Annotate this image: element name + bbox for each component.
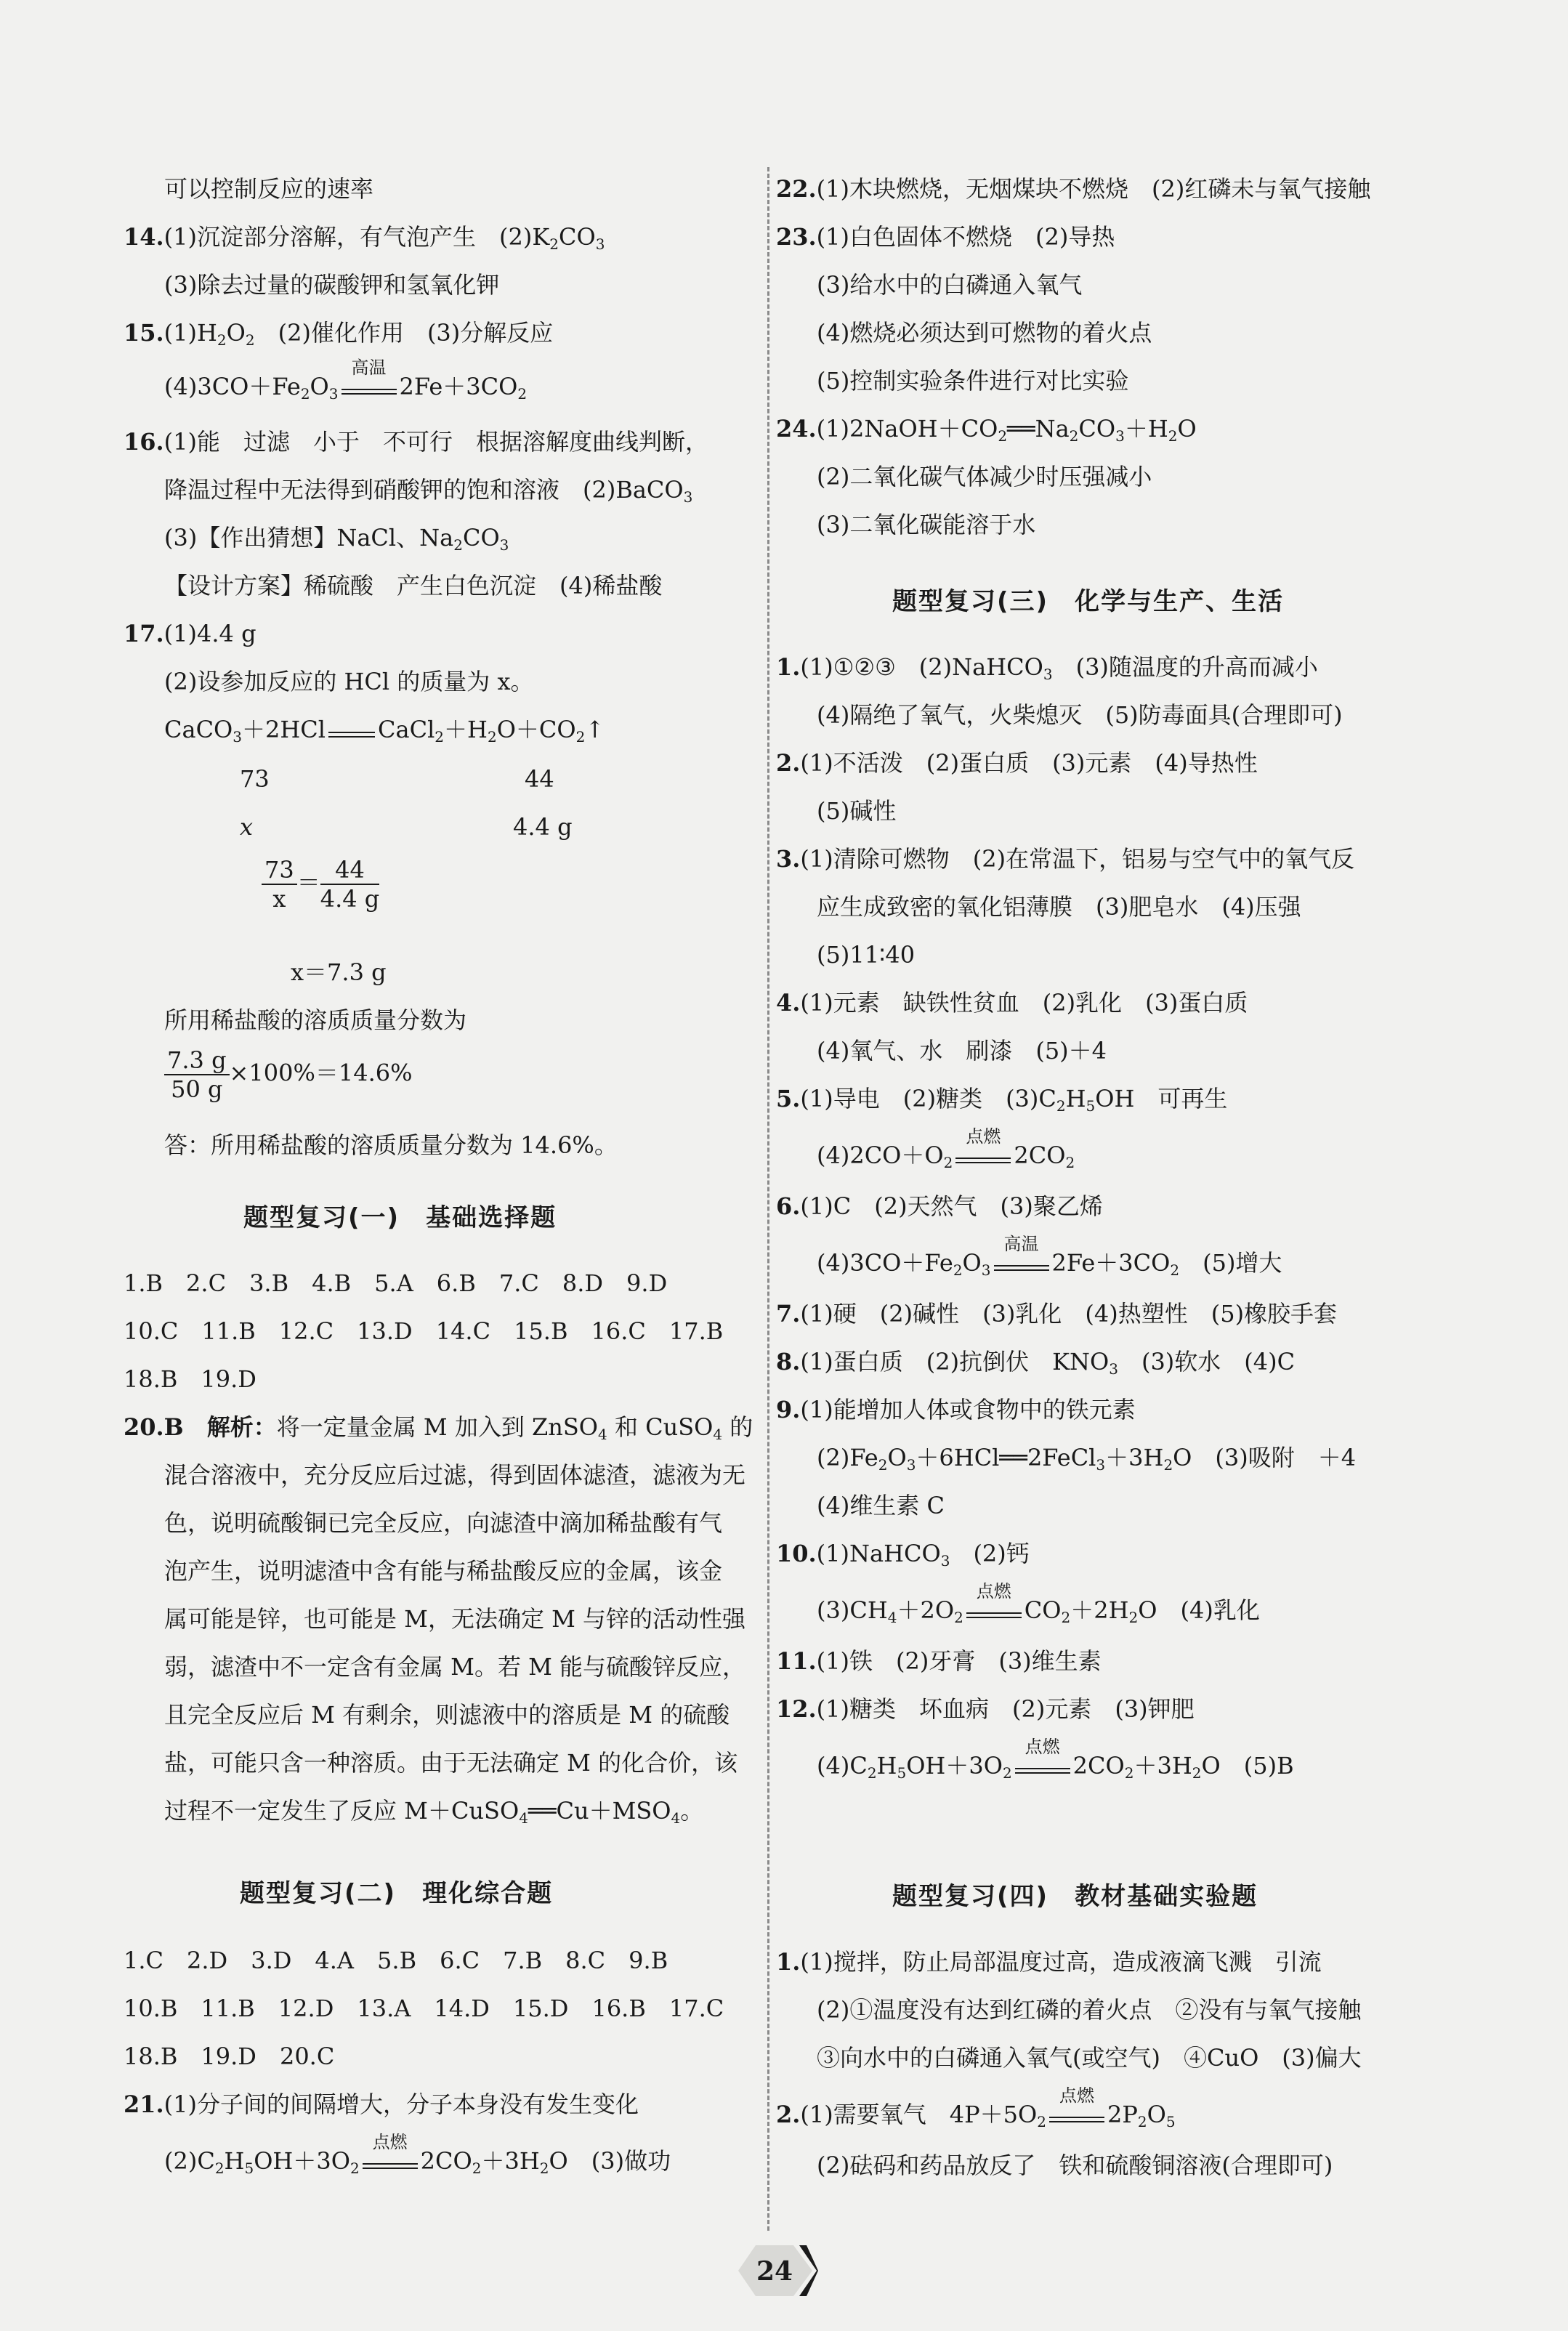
r1-line-1: 1.(1)①②③ (2)NaHCO$_3$ (3)随温度的升高而减小 — [776, 653, 1318, 683]
q20-line: 弱，滤渣中不一定含有金属 M。若 M 能与硫酸锌反应， — [164, 1653, 746, 1681]
r1-line-2: (4)隔绝了氧气，火柴熄灭 (5)防毒面具(合理即可) — [817, 701, 1343, 729]
q20-line-1: 20.B 解析：将一定量金属 M 加入到 ZnSO$_4$ 和 CuSO$_4$ 的 — [124, 1413, 753, 1443]
q20-line: 色，说明硫酸铜已完全反应，向滤渣中滴加稀盐酸有气 — [164, 1509, 723, 1537]
t2-line-2: (2)砝码和药品放反了 铁和硫酸铜溶液(合理即可) — [817, 2152, 1333, 2179]
r9-line-3: (4)维生素 C — [817, 1492, 945, 1519]
answer-row: 1.C 2.D 3.D 4.A 5.B 6.C 7.B 8.C 9.B — [124, 1947, 668, 1974]
q20-line: 且完全反应后 M 有剩余，则滤液中的溶质是 M 的硫酸 — [164, 1701, 730, 1729]
q17-mass-44: 44 — [525, 765, 554, 793]
r4-line-2: (4)氧气、水 刷漆 (5)＋4 — [817, 1037, 1107, 1064]
r7-line: 7.(1)硬 (2)碱性 (3)乳化 (4)热塑性 (5)橡胶手套 — [776, 1300, 1338, 1328]
answer-row: 1.B 2.C 3.B 4.B 5.A 6.B 7.C 8.D 9.D — [124, 1269, 668, 1297]
t1-line-1: 1.(1)搅拌，防止局部温度过高，造成液滴飞溅 引流 — [776, 1948, 1322, 1976]
section-heading: 题型复习(四) 教材基础实验题 — [892, 1882, 1258, 1911]
r8-line: 8.(1)蛋白质 (2)抗倒伏 $KNO_3$ (3)软水 (4)C — [776, 1348, 1296, 1378]
r6-equation: $(4)3CO+Fe_2O_3$ 高温 $2Fe+3CO_2$ (5)增大 — [817, 1233, 1282, 1279]
q17-mass-value: 4.4 g — [513, 813, 573, 841]
q17-x: x — [240, 813, 254, 841]
q16-line-3: (3)【作出猜想】NaCl、$Na_2CO_3$ — [164, 524, 509, 554]
q23-line: (3)给水中的白磷通入氧气 — [817, 271, 1083, 299]
q23-line: (5)控制实验条件进行对比实验 — [817, 367, 1129, 395]
q14-line-2: (3)除去过量的碳酸钾和氢氧化钾 — [164, 271, 500, 299]
t1-line-3: ③向水中的白磷通入氧气(或空气) ④CuO (3)偏大 — [817, 2044, 1362, 2072]
section-heading: 题型复习(一) 基础选择题 — [243, 1203, 557, 1232]
r10-equation: $(3)CH_4+2O_2$ 点燃 $CO_2+2H_2O$ (4)乳化 — [817, 1580, 1260, 1626]
line: 可以控制反应的速率 — [164, 175, 374, 203]
q17-line-1: 17.(1)4.4 g — [124, 620, 256, 647]
q17-mass-73: 73 — [240, 765, 270, 793]
q20-line: 泡产生，说明滤渣中含有能与稀盐酸反应的金属，该金 — [164, 1557, 723, 1585]
section-heading: 题型复习(二) 理化综合题 — [240, 1879, 554, 1908]
r5-equation: $(4)2CO+O_2$ 点燃 $2CO_2$ — [817, 1126, 1075, 1171]
q14-line-1: 14.(1)沉淀部分溶解，有气泡产生 $(2)K_2CO_3$ — [124, 223, 605, 253]
r10-line-1: 10.(1)NaHCO$_3$ (2)钙 — [776, 1540, 1030, 1570]
r3-line-1: 3.(1)清除可燃物 (2)在常温下，铝易与空气中的氧气反 — [776, 845, 1355, 873]
q24-line: (2)二氧化碳气体减少时压强减小 — [817, 463, 1152, 490]
answer-row: 18.B 19.D — [124, 1365, 256, 1393]
q21-equation: $(2)C_2H_5OH+3O_2$ 点燃 $2CO_2+3H_2O$ (3)做功 — [164, 2131, 671, 2177]
answer-row: 10.B 11.B 12.D 13.A 14.D 15.D 16.B 17.C — [124, 1995, 724, 2022]
r12-line-1: 12.(1)糖类 坏血病 (2)元素 (3)钾肥 — [776, 1695, 1195, 1723]
q21-line-1: 21.(1)分子间的间隔增大，分子本身没有发生变化 — [124, 2090, 639, 2118]
column-divider — [767, 167, 772, 2231]
r6-line-1: 6.(1)C (2)天然气 (3)聚乙烯 — [776, 1192, 1103, 1220]
t1-line-2: (2)①温度没有达到红磷的着火点 ②没有与氧气接触 — [817, 1996, 1362, 2024]
t2-equation: 2.(1)需要氧气 $4P+5O_2$ 点燃 $2P_2O_5$ — [776, 2085, 1176, 2130]
r3-line-2: 应生成致密的氧化铝薄膜 (3)肥皂水 (4)压强 — [817, 893, 1301, 921]
q17-answer: 答：所用稀盐酸的溶质质量分数为 14.6%。 — [164, 1131, 618, 1159]
q15-line-1: $15.(1)H_2O_2$ (2)催化作用 (3)分解反应 — [124, 319, 554, 349]
q16-line-4: 【设计方案】稀硫酸 产生白色沉淀 (4)稀盐酸 — [164, 572, 663, 599]
r12-equation: $(4)C_2H_5OH+3O_2$ 点燃 $2CO_2+3H_2O$ (5)B — [817, 1736, 1294, 1782]
q15-equation: $(4)3CO+Fe_2O_3$ 高温 $2Fe+3CO_2$ — [164, 357, 528, 403]
q16-line-2: 降温过程中无法得到硝酸钾的饱和溶液 (2)BaCO$_3$ — [164, 476, 693, 506]
page-number-badge — [732, 2239, 818, 2302]
q17-percentage: $\frac{7.3 g}{50 g}$ ×100%＝14.6% — [164, 1046, 413, 1103]
q24-line: (3)二氧化碳能溶于水 — [817, 511, 1036, 538]
q17-result: x＝7.3 g — [291, 958, 387, 986]
q17-equation: CaCO$_3$＋2HCl $CaCl_2+H_2O+CO_2↑$ — [164, 716, 605, 746]
q17-proportion: $\frac{73}{x}$ ＝ $\frac{44}{4.4 g}$ — [262, 856, 379, 913]
q20-line: 属可能是锌，也可能是 M，无法确定 M 与锌的活动性强 — [164, 1605, 746, 1633]
page-number: 24 — [756, 2256, 793, 2287]
q20-line: 混合溶液中，充分反应后过滤，得到固体滤渣，滤液为无 — [164, 1461, 746, 1489]
q17-line-3: 所用稀盐酸的溶质质量分数为 — [164, 1006, 467, 1034]
q20-line: 盐，可能只含一种溶质。由于无法确定 M 的化合价，该 — [164, 1749, 738, 1777]
q17-line-2: (2)设参加反应的 HCl 的质量为 x。 — [164, 668, 534, 695]
r9-line-1: 9.(1)能增加人体或食物中的铁元素 — [776, 1396, 1136, 1423]
r4-line-1: 4.(1)元素 缺铁性贫血 (2)乳化 (3)蛋白质 — [776, 989, 1248, 1017]
answer-row: 10.C 11.B 12.C 13.D 14.C 15.B 16.C 17.B — [124, 1317, 724, 1345]
q23-line: (4)燃烧必须达到可燃物的着火点 — [817, 319, 1152, 347]
answer-row: 18.B 19.D 20.C — [124, 2043, 335, 2070]
q23-line-1: 23.(1)白色固体不燃烧 (2)导热 — [776, 223, 1115, 251]
q22-line: 22.(1)木块燃烧，无烟煤块不燃烧 (2)红磷未与氧气接触 — [776, 175, 1371, 203]
r9-line-2: $(2)Fe_2O_3+6HCl══2FeCl_3+3H_2O$ (3)吸附 ＋4 — [817, 1444, 1357, 1474]
r2-line-1: 2.(1)不活泼 (2)蛋白质 (3)元素 (4)导热性 — [776, 749, 1258, 777]
r3-line-3: (5)11∶40 — [817, 941, 916, 969]
q24-line-1: $24.(1)2NaOH+CO_2══Na_2CO_3+H_2O$ — [776, 415, 1197, 445]
section-heading: 题型复习(三) 化学与生产、生活 — [892, 587, 1285, 616]
q16-line-1: 16.(1)能 过滤 小于 不可行 根据溶解度曲线判断， — [124, 428, 709, 456]
r11-line: 11.(1)铁 (2)牙膏 (3)维生素 — [776, 1647, 1102, 1675]
r5-line-1: 5.(1)导电 (2)糖类 $(3)C_2H_5OH$ 可再生 — [776, 1085, 1228, 1115]
q20-line: 过程不一定发生了反应 $M+CuSO_4══Cu+MSO_4$。 — [164, 1797, 704, 1827]
r2-line-2: (5)碱性 — [817, 797, 897, 825]
